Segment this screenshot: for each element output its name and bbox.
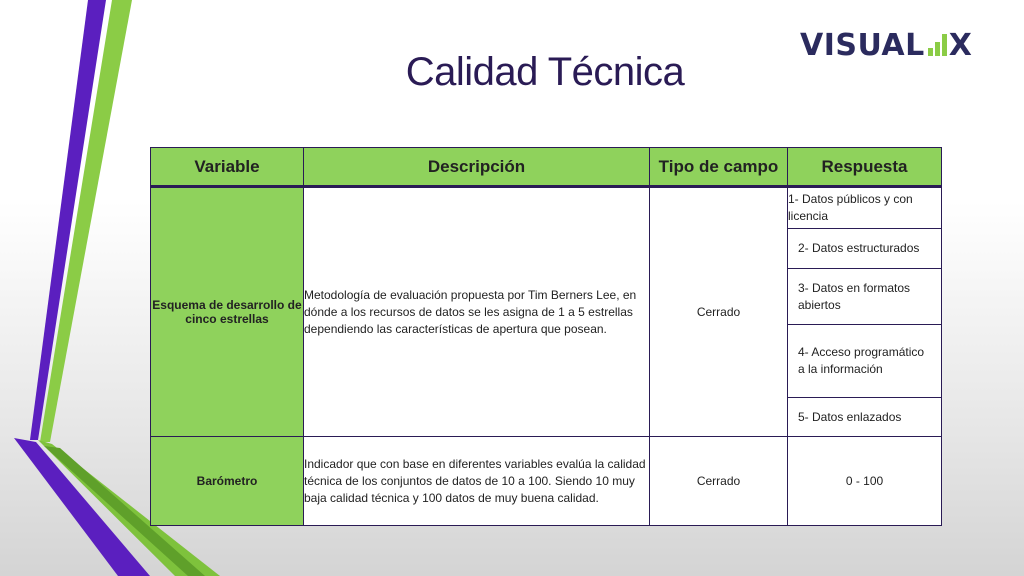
cell-descripcion: Metodología de evaluación propuesta por Tim Berners Lee, en dónde a los recursos de datos se les asigna de 1 a 5 estrellas dependiendo las características de apertura que posean. (304, 187, 650, 437)
page-title: Calidad Técnica (405, 50, 685, 94)
cell-respuesta: 0 - 100 (788, 437, 942, 526)
list-item: 4- Acceso programático a la información (788, 324, 941, 397)
logo-text-right: X (948, 27, 973, 63)
cell-respuesta (788, 187, 942, 437)
header-tipo: Tipo de campo (650, 148, 788, 187)
quality-table (150, 147, 942, 526)
header-descripcion: Descripción (304, 148, 650, 187)
cell-variable: Barómetro (151, 437, 304, 526)
table-row (151, 187, 942, 437)
list-item: 5- Datos enlazados (788, 397, 941, 436)
list-item: 2- Datos estructurados (788, 228, 941, 268)
logo-text-left: VISUAL (800, 27, 925, 63)
list-item: 3- Datos en formatos abiertos (788, 268, 941, 324)
list-item: 1- Datos públicos y con licencia (788, 192, 913, 223)
table-row (151, 437, 942, 526)
header-variable: Variable (151, 148, 304, 187)
cell-tipo: Cerrado (650, 437, 788, 526)
header-respuesta: Respuesta (788, 148, 942, 187)
respuesta-list (788, 188, 941, 436)
cell-descripcion: Indicador que con base en diferentes variables evalúa la calidad técnica de los conjuntos de datos de 10 a 100. Siendo 10 muy baja calidad técnica y 100 datos de muy buena calidad. (304, 437, 650, 526)
table-header-row (151, 148, 942, 187)
cell-tipo: Cerrado (650, 187, 788, 437)
cell-variable: Esquema de desarrollo de cinco estrellas (151, 187, 304, 437)
